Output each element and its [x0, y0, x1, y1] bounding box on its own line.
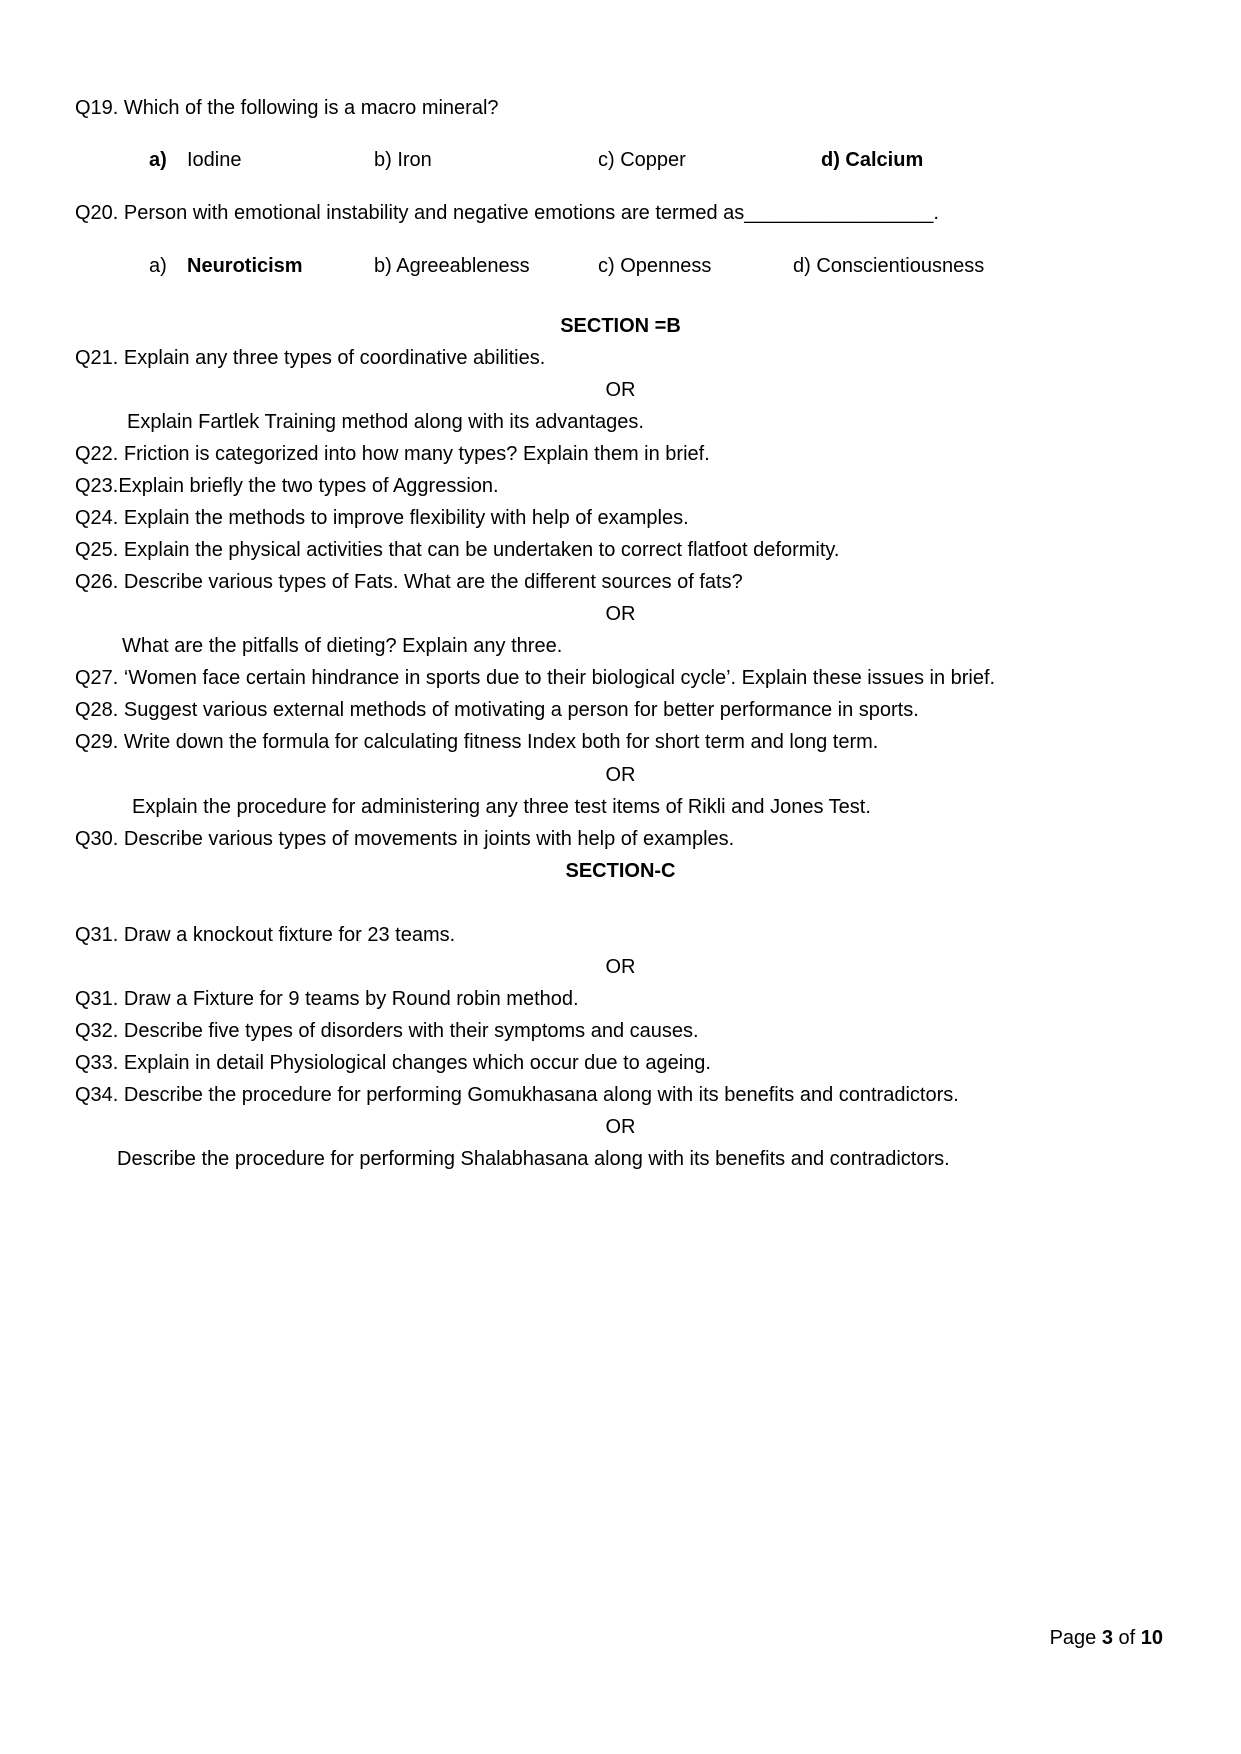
question-31: Q31. Draw a knockout fixture for 23 teams.	[75, 924, 456, 946]
or-divider: OR	[605, 956, 636, 978]
question-34: Q34. Describe the procedure for performing Gomukhasana along with its benefits and contradictors.	[75, 1084, 959, 1106]
q19-option-b: b) Iron	[374, 149, 432, 171]
question-21-alternative: Explain Fartlek Training method along with its advantages.	[127, 411, 644, 433]
question-29-alternative: Explain the procedure for administering any three test items of Rikli and Jones Test.	[132, 796, 871, 818]
question-20: Q20. Person with emotional instability and negative emotions are termed as_________________.	[75, 202, 939, 224]
question-24: Q24. Explain the methods to improve flexibility with help of examples.	[75, 507, 689, 529]
page-prefix: Page	[1049, 1627, 1102, 1649]
question-27: Q27. ‘Women face certain hindrance in sports due to their biological cycle’. Explain these issues in brief.	[75, 667, 996, 689]
question-26: Q26. Describe various types of Fats. What are the different sources of fats?	[75, 571, 743, 593]
question-19: Q19. Which of the following is a macro mineral?	[75, 97, 499, 119]
question-29: Q29. Write down the formula for calculating fitness Index both for short term and long term.	[75, 731, 879, 753]
question-21: Q21. Explain any three types of coordinative abilities.	[75, 347, 546, 369]
or-divider: OR	[605, 1116, 636, 1138]
question-34-alternative: Describe the procedure for performing Shalabhasana along with its benefits and contradictors.	[117, 1148, 950, 1170]
question-28: Q28. Suggest various external methods of motivating a person for better performance in sports.	[75, 699, 919, 721]
current-page: 3	[1101, 1627, 1113, 1649]
question-22: Q22. Friction is categorized into how many types? Explain them in brief.	[75, 443, 710, 465]
page-of: of	[1112, 1627, 1141, 1649]
question-26-alternative: What are the pitfalls of dieting? Explain any three.	[122, 635, 563, 657]
question-23: Q23.Explain briefly the two types of Aggression.	[75, 475, 499, 497]
q19-option-a: Iodine	[187, 149, 242, 171]
q20-option-b: b) Agreeableness	[374, 255, 530, 277]
section-b-heading: SECTION =B	[560, 315, 681, 337]
question-32: Q32. Describe five types of disorders with their symptoms and causes.	[75, 1020, 699, 1042]
q20-option-d: d) Conscientiousness	[793, 255, 985, 277]
or-divider: OR	[605, 603, 636, 625]
or-divider: OR	[605, 764, 636, 786]
page-number	[1050, 1626, 1163, 1650]
question-33: Q33. Explain in detail Physiological changes which occur due to ageing.	[75, 1052, 711, 1074]
question-30: Q30. Describe various types of movements in joints with help of examples.	[75, 828, 735, 850]
question-25: Q25. Explain the physical activities that can be undertaken to correct flatfoot deformity.	[75, 539, 840, 561]
q20-option-a-answer: Neuroticism	[187, 255, 303, 277]
q19-option-a-marker: a)	[149, 149, 167, 171]
q20-option-a-marker: a)	[149, 255, 167, 277]
q19-option-c: c) Copper	[598, 149, 686, 171]
question-31-alternative: Q31. Draw a Fixture for 9 teams by Round robin method.	[75, 988, 579, 1010]
or-divider: OR	[605, 379, 636, 401]
q19-option-d-answer: d) Calcium	[821, 149, 924, 171]
total-pages: 10	[1140, 1627, 1163, 1649]
q20-option-c: c) Openness	[598, 255, 712, 277]
section-c-heading: SECTION-C	[565, 860, 676, 882]
